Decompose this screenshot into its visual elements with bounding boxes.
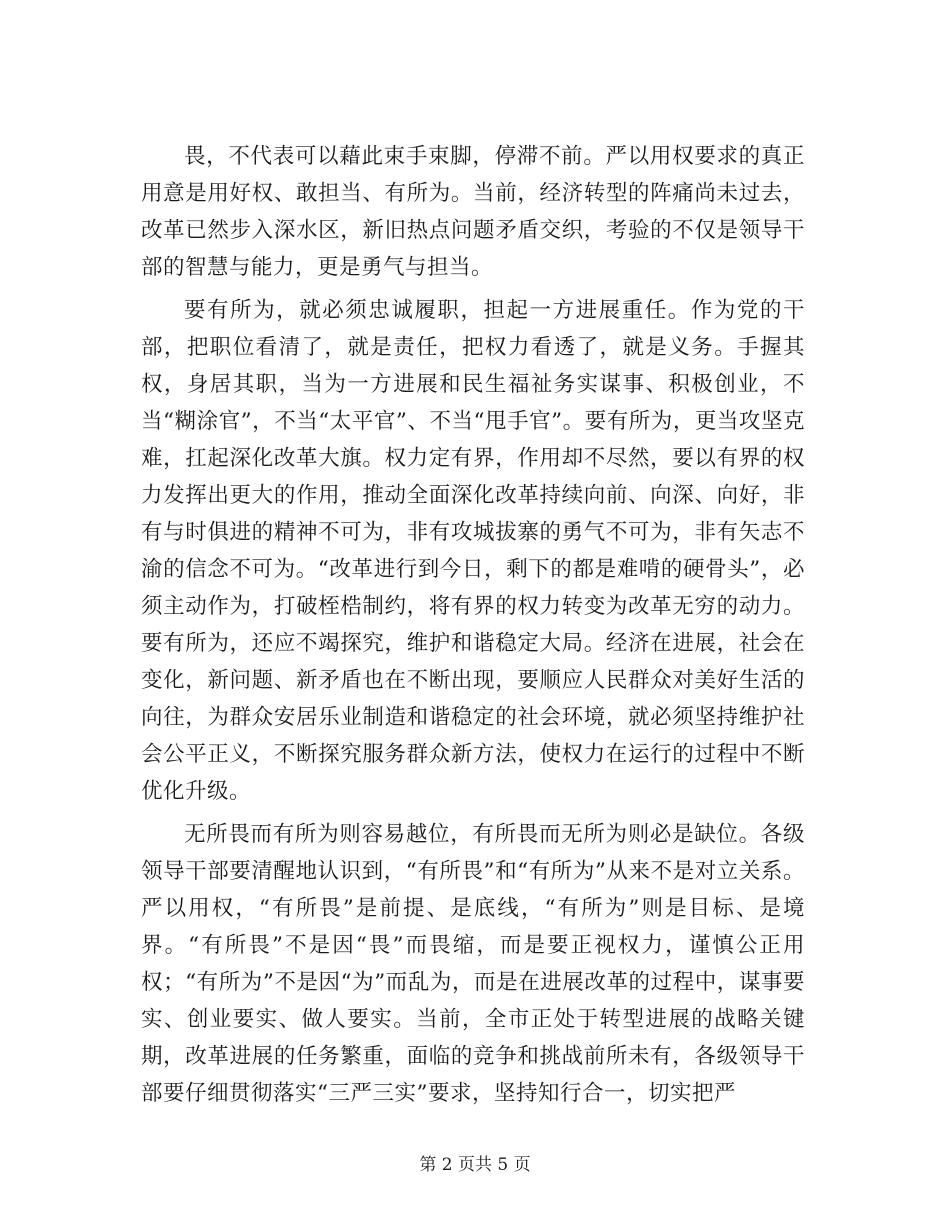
- paragraph-3: 无所畏而有所为则容易越位，有所畏而无所为则必是缺位。各级领导干部要清醒地认识到，“有所畏”和“有所为”从来不是对立关系。严以用权，“有所畏”是前提、是底线，“有所为”则是目标、是境界。“有所畏”不是因“畏”而畏缩，而是要正视权力，谨慎公正用权；“有所为”不是因“为”而乱为，而是在进展改革的过程中，谋事要实、创业要实、做人要实。当前，全市正处于转型进展的战略关键期，改革进展的任务繁重，面临的竞争和挑战前所未有，各级领导干部要仔细贯彻落实“三严三实”要求，坚持知行合一，切实把严: [141, 822, 805, 1106]
- paragraph-2: 要有所为，就必须忠诚履职，担起一方进展重任。作为党的干部，把职位看清了，就是责任，把权力看透了，就是义务。手握其权，身居其职，当为一方进展和民生福祉务实谋事、积极创业，不当“糊涂官”，不当“太平官”、不当“甩手官”。要有所为，更当攻坚克难，扛起深化改革大旗。权力定有界，作用却不尽然，要以有界的权力发挥出更大的作用，推动全面深化改革持续向前、向深、向好，非有与时俱进的精神不可为，非有攻城拔寨的勇气不可为，非有矢志不渝的信念不可为。“改革进行到今日，剩下的都是难啃的硬骨头”，必须主动作为，打破桎梏制约，将有界的权力转变为改革无穷的动力。要有所为，还应不竭探究，维护和谐稳定大局。经济在进展，社会在变化，新问题、新矛盾也在不断出现，要顺应人民群众对美好生活的向往，为群众安居乐业制造和谐稳定的社会环境，就必须坚持维护社会公平正义，不断探究服务群众新方法，使权力在运行的过程中不断优化升级。: [141, 298, 805, 804]
- paragraph-1: 畏，不代表可以藉此束手束脚，停滞不前。严以用权要求的真正用意是用好权、敢担当、有所为。当前，经济转型的阵痛尚未过去，改革已然步入深水区，新旧热点问题矛盾交织，考验的不仅是领导干部的智慧与能力，更是勇气与担当。: [141, 144, 805, 280]
- page-number-footer: 第 2 页共 5 页: [419, 1155, 531, 1175]
- document-body: [141, 138, 805, 1112]
